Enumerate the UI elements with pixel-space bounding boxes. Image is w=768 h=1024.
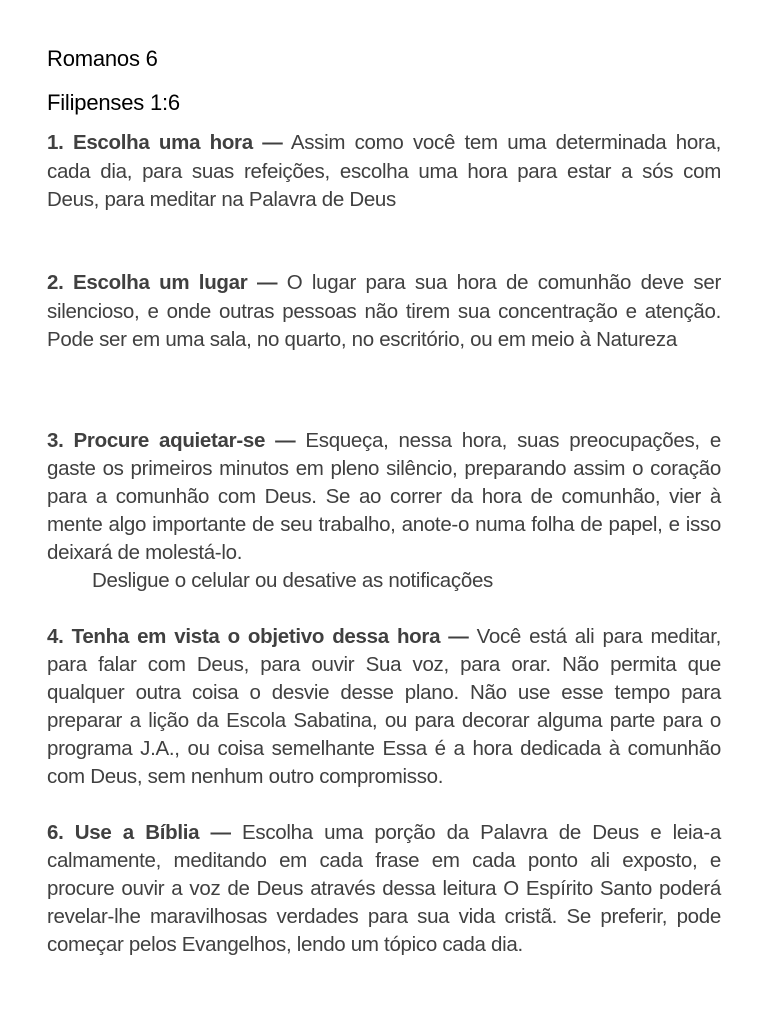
item-heading: 4. Tenha em vista o objetivo dessa hora — [47,625,469,648]
item-body: O lugar para sua hora de comunhão deve ser silencioso, e onde outras pessoas não tirem sua concentração e atenção. Pode ser em uma sala, no quarto, no escritório, ou em meio à Natureza [47,271,721,351]
reference-filipenses: Filipenses 1:6 [47,90,180,115]
item-objetivo-dessa-hora [47,623,721,791]
item-procure-aquietar-se [47,427,721,567]
item-body: Escolha uma porção da Palavra de Deus e leia-a calmamente, meditando em cada frase em cada ponto ali exposto, e procure ouvir a voz de Deus através dessa leitura O Espírito Santo poderá revelar-lhe maravilhosas verdades para sua vida cristã. Se preferir, pode começar pelos Evangelhos, lendo um tópico cada dia. [47,821,721,956]
item-body: Você está ali para meditar, para falar com Deus, para ouvir Sua voz, para orar. Não permita que qualquer outra coisa o desvie desse plano. Não use esse tempo para preparar a lição da Escola Sabatina, ou para decorar alguma parte para o programa J.A., ou coisa semelhante Essa é a hora dedicada à comunhão com Deus, sem nenhum outro compromisso. [47,625,721,788]
item-heading: 6. Use a Bíblia — [47,821,231,844]
item-body: Esqueça, nessa hora, suas preocupações, e gaste os primeiros minutos em pleno silêncio, preparando assim o coração para a comunhão com Deus. Se ao correr da hora de comunhão, vier à mente algo importante de seu trabalho, anote-o numa folha de papel, e isso deixará de molestá-lo. [47,429,721,564]
reference-romanos: Romanos 6 [47,46,158,71]
note-celular: Desligue o celular ou desative as notificações [92,569,493,592]
item-body: Assim como você tem uma determinada hora, cada dia, para suas refeições, escolha uma hora para estar a sós com Deus, para meditar na Palavra de Deus [47,131,721,211]
item-heading: 1. Escolha uma hora — [47,131,283,154]
item-heading: 3. Procure aquietar-se — [47,429,296,452]
item-escolha-um-lugar [47,269,721,355]
item-use-a-biblia [47,819,721,959]
item-heading: 2. Escolha um lugar — [47,271,278,294]
item-escolha-uma-hora [47,129,721,215]
